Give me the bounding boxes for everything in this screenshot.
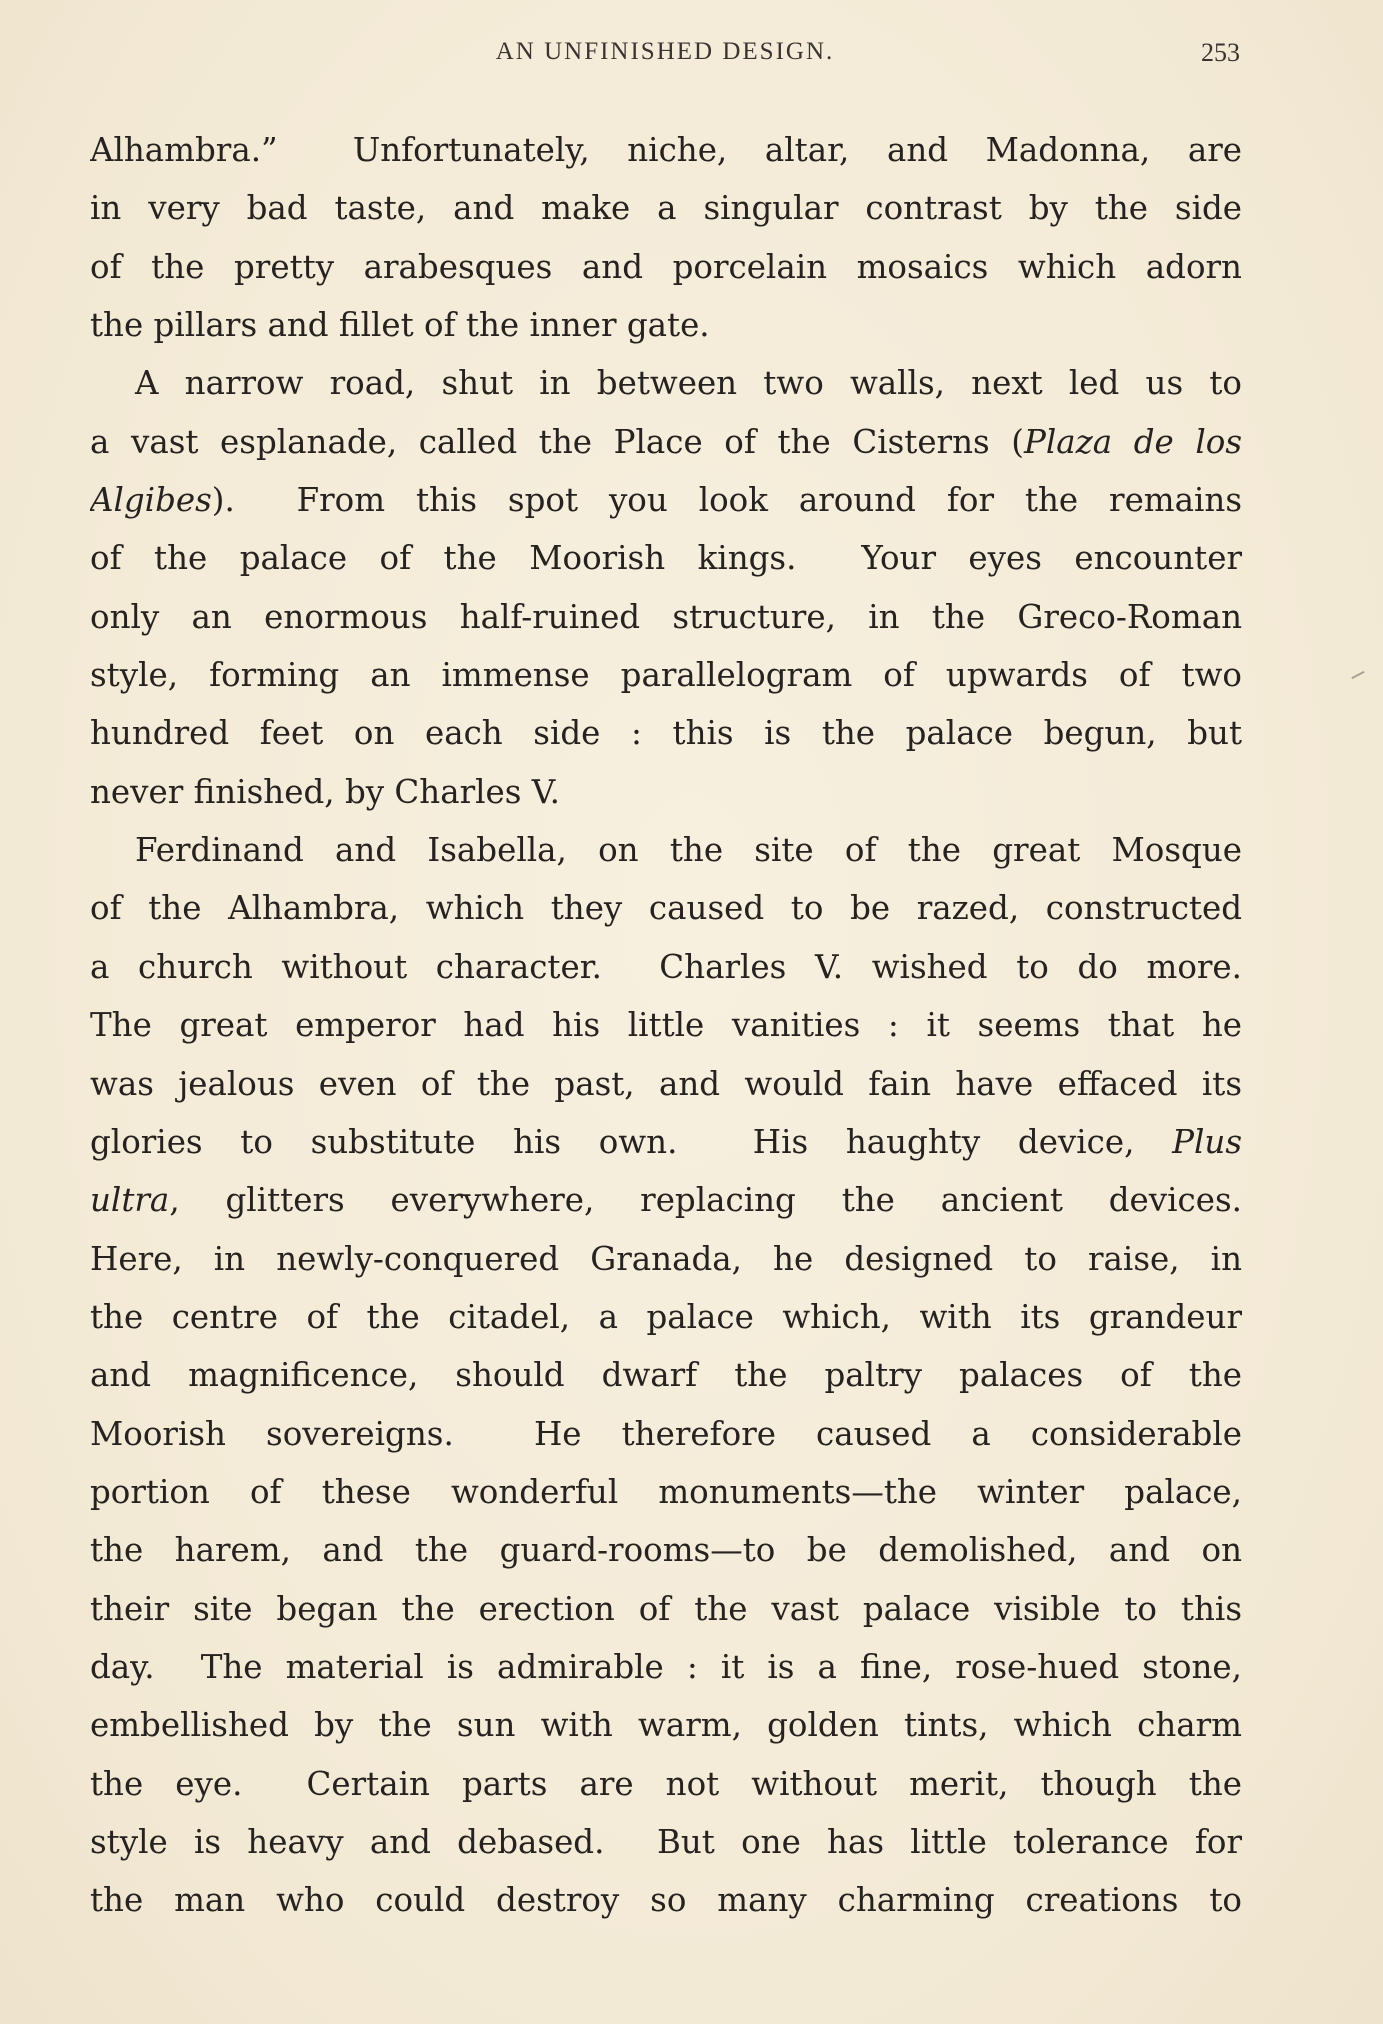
text-line <box>90 1288 1242 1346</box>
text-run: the pillars and fillet of the inner gate. <box>90 306 710 345</box>
text-run: embellished by the sun with warm, golden tints, which charm <box>90 1706 1242 1745</box>
text-run: day. The material is admirable : it is a fine, rose-hued stone, <box>90 1647 1242 1686</box>
text-line <box>90 1405 1242 1463</box>
margin-mark <box>1351 671 1364 679</box>
text-run: never finished, by Charles V. <box>90 772 560 811</box>
text-line <box>90 704 1242 762</box>
italic-text: Plaza de los <box>1023 422 1242 461</box>
text-line <box>90 354 1242 412</box>
text-run: and magnificence, should dwarf the paltry palaces of the <box>90 1356 1242 1395</box>
text-line <box>90 1813 1242 1871</box>
running-head <box>90 38 1240 78</box>
text-run: Alhambra.” Unfortunately, niche, altar, and Madonna, are <box>90 131 1242 169</box>
text-line <box>90 1346 1242 1404</box>
text-line <box>90 588 1242 646</box>
text-line <box>90 238 1242 296</box>
text-line <box>90 1755 1242 1813</box>
text-line <box>90 1580 1242 1638</box>
text-run: the harem, and the guard-rooms—to be demolished, and on <box>90 1531 1242 1570</box>
italic-text: Plus <box>1172 1122 1242 1161</box>
text-line <box>90 413 1242 471</box>
text-line <box>90 296 1242 354</box>
running-title: AN UNFINISHED DESIGN. <box>495 38 835 65</box>
text-run: A narrow road, shut in between two walls, next led us to <box>135 364 1242 403</box>
text-run: was jealous even of the past, and would fain have effaced its <box>90 1064 1242 1103</box>
italic-text: ultra <box>90 1181 170 1220</box>
text-line <box>90 529 1242 587</box>
text-run: their site began the erection of the vast palace visible to this <box>90 1589 1242 1628</box>
text-line <box>90 1230 1242 1288</box>
text-run: style, forming an immense parallelogram of upwards of two <box>90 656 1242 695</box>
text-run: style is heavy and debased. But one has little tolerance for <box>90 1822 1242 1861</box>
text-line <box>90 1696 1242 1754</box>
text-line <box>90 1113 1242 1171</box>
text-line <box>90 121 1242 179</box>
text-line <box>90 646 1242 704</box>
page-number: 253 <box>1201 38 1240 67</box>
text-run: the man who could destroy so many charming creations to <box>90 1881 1242 1920</box>
text-line <box>90 1055 1242 1113</box>
text-run: glories to substitute his own. His haughty device, <box>90 1122 1173 1161</box>
text-line <box>90 1463 1242 1521</box>
text-run: only an enormous half-ruined structure, in the Greco-Roman <box>90 597 1242 636</box>
text-run: the centre of the citadel, a palace which, with its grandeur <box>90 1297 1242 1336</box>
text-run: The great emperor had his little vanities : it seems that he <box>90 1006 1242 1045</box>
text-line <box>90 938 1242 996</box>
text-run: a church without character. Charles V. wished to do more. <box>90 947 1242 986</box>
text-line <box>90 996 1242 1054</box>
italic-text: Algibes <box>90 481 212 520</box>
text-line <box>90 1638 1242 1696</box>
text-run: of the Alhambra, which they caused to be razed, constructed <box>90 889 1242 928</box>
text-run: a vast esplanade, called the Place of the Cisterns ( <box>90 422 1024 461</box>
text-line <box>90 1871 1242 1929</box>
text-run: ). From this spot you look around for the remains <box>211 481 1242 520</box>
text-run: of the palace of the Moorish kings. Your eyes encounter <box>90 539 1242 578</box>
text-line <box>90 763 1242 821</box>
body-text <box>90 121 1242 1930</box>
text-run: , glitters everywhere, replacing the ancient devices. <box>169 1181 1242 1220</box>
text-line <box>90 821 1242 879</box>
text-line <box>90 879 1242 937</box>
text-run: Ferdinand and Isabella, on the site of the great Mosque <box>135 831 1242 870</box>
text-line <box>90 179 1242 237</box>
text-run: of the pretty arabesques and porcelain mosaics which adorn <box>90 247 1242 286</box>
text-run: Moorish sovereigns. He therefore caused a considerable <box>90 1414 1242 1453</box>
text-run: the eye. Certain parts are not without merit, though the <box>90 1764 1242 1803</box>
text-run: in very bad taste, and make a singular contrast by the side <box>90 189 1242 228</box>
text-run: portion of these wonderful monuments—the winter palace, <box>90 1472 1242 1511</box>
text-line <box>90 1521 1242 1579</box>
text-run: Here, in newly-conquered Granada, he designed to raise, in <box>90 1239 1242 1278</box>
text-line <box>90 471 1242 529</box>
text-line <box>90 1171 1242 1229</box>
text-run: hundred feet on each side : this is the palace begun, but <box>90 714 1242 753</box>
